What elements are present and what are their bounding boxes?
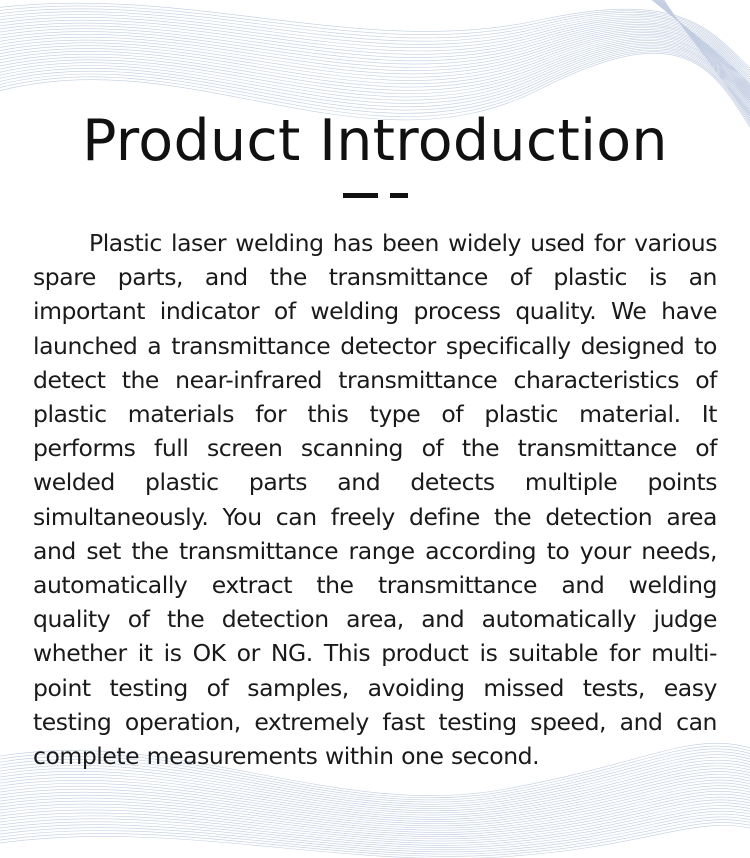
intro-paragraph: Plastic laser welding has been widely used for various spare parts, and the transmittance of plastic is an important indicator of welding process quality. We have launched a transmittance detector specifically designed to detect the near-infrared transmittance characteristics of plastic materials for this type of plastic material. It performs full screen scanning of the transmittance of welded plastic parts and detects multiple points simultaneously. You can freely define the detection area and set the transmittance range according to your needs, automatically extract the transmittance and welding quality of the detection area, and automatically judge whether it is OK or NG. This product is suitable for multi-point testing of samples, avoiding missed tests, easy testing operation, extremely fast testing speed, and can complete measurements within one second.	[33, 229, 717, 771]
page-title: Product Introduction	[82, 108, 668, 174]
title-divider-short	[390, 193, 408, 198]
title-divider-long	[343, 193, 378, 198]
